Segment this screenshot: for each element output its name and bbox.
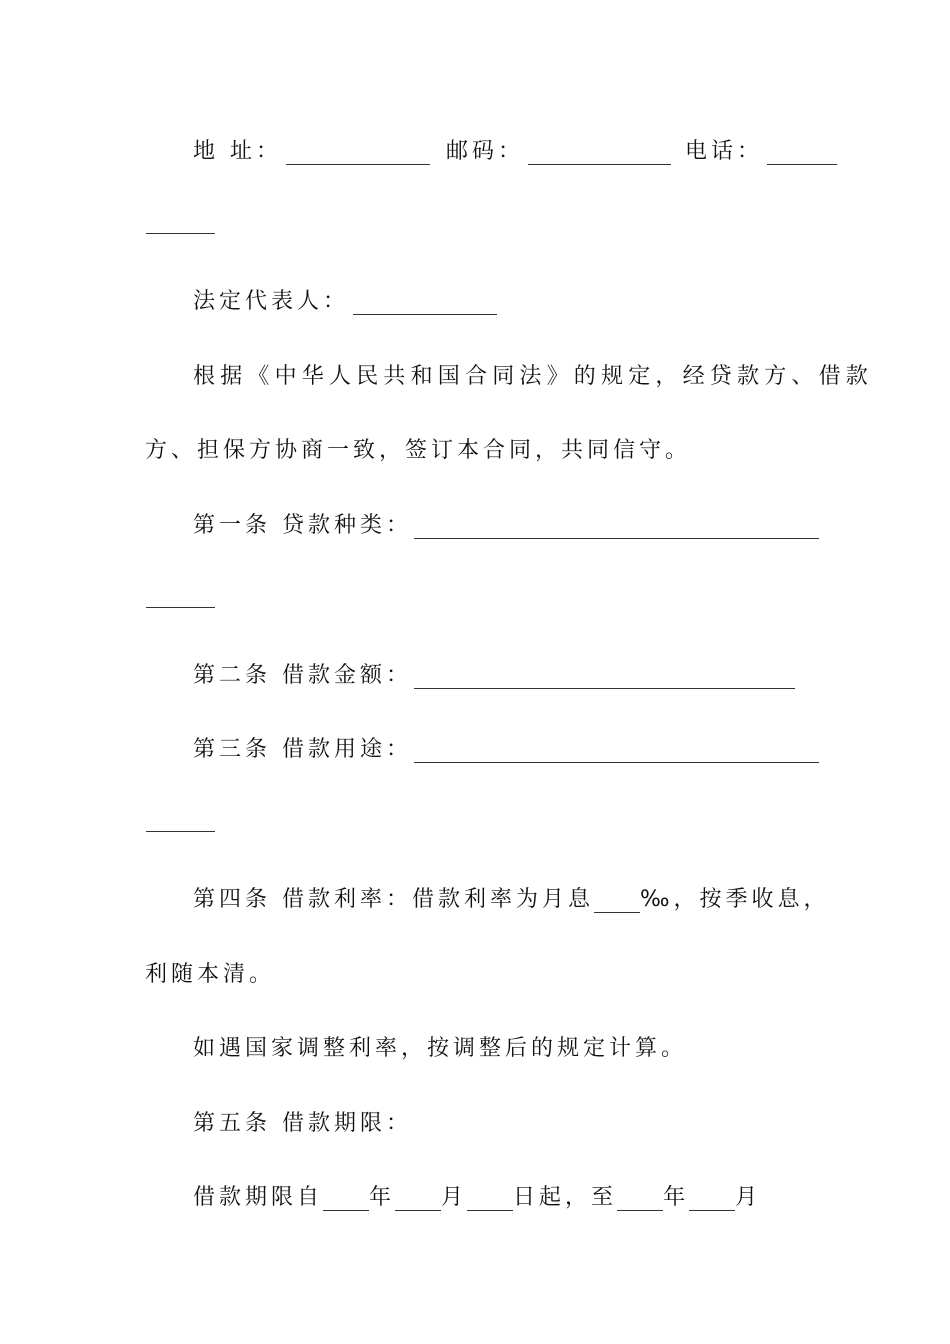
address-blank [286,132,430,172]
article-4-text-1: 第四条 借款利率：借款利率为月息 [193,887,594,912]
day-label-1: 日起，至 [513,1185,618,1210]
rate-adjust-line [193,1029,687,1069]
article-5-line [193,1104,412,1144]
year-label-2: 年 [663,1185,690,1210]
article-5-label: 第五条 借款期限： [193,1111,412,1136]
rate-adjust-text: 如遇国家调整利率，按调整后的规定计算。 [193,1036,688,1061]
legal-rep-blank [353,282,497,322]
article-1-line [193,506,819,546]
phone-label: 电话： [685,139,764,164]
article-3-blank [414,730,819,770]
article-2-line [193,656,795,696]
article-4-text-3: 利随本清。 [145,962,276,987]
article-4-line [193,880,830,920]
start-month-blank [395,1178,441,1218]
postcode-label: 邮码： [446,139,525,164]
term-prefix: 借款期限自 [193,1185,324,1210]
legal-rep-label: 法定代表人： [193,289,350,314]
article-4-text-2: ‰，按季收息， [640,887,830,912]
phone-blank-continuation [146,233,215,234]
article-1-label: 第一条 贷款种类： [193,513,412,538]
month-label-2: 月 [735,1185,762,1210]
article-3-blank-continuation [146,831,215,832]
intro-line-2 [145,431,691,471]
postcode-blank [528,132,671,172]
legal-rep-line [193,282,497,322]
address-line [193,132,837,172]
year-label-1: 年 [369,1185,396,1210]
article-4-line-2 [145,955,275,995]
article-1-blank-continuation [146,607,215,608]
article-3-line [193,730,819,770]
month-label-1: 月 [441,1185,468,1210]
term-line [193,1178,761,1218]
end-month-blank [689,1178,735,1218]
start-year-blank [323,1178,369,1218]
address-label: 地 址： [193,139,282,164]
phone-blank [767,132,837,172]
intro-text-2: 方、担保方协商一致，签订本合同，共同信守。 [145,438,692,463]
article-2-blank [414,656,795,696]
intro-line-1 [193,357,873,397]
interest-rate-blank [594,880,640,920]
article-1-blank [414,506,819,546]
article-3-label: 第三条 借款用途： [193,737,412,762]
end-year-blank [617,1178,663,1218]
start-day-blank [467,1178,513,1218]
article-2-label: 第二条 借款金额： [193,663,412,688]
intro-text-1: 根据《中华人民共和国合同法》的规定，经贷款方、借款 [193,364,874,389]
